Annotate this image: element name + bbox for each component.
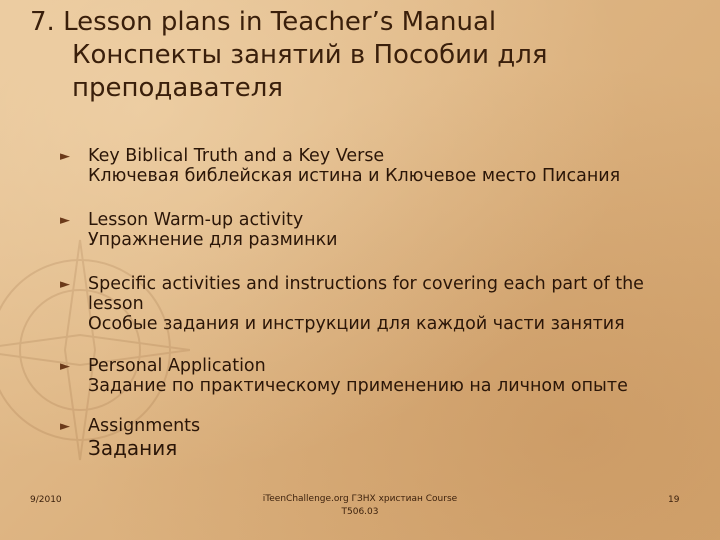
footer-source-line-1: iTeenChallenge.org ГЗНХ христиан Course (262, 494, 458, 504)
bullet-text-english-cont: lesson (88, 294, 144, 314)
footer-source-line-2: T506.03 (341, 507, 379, 517)
bullet-text-english: Lesson Warm-up activity (88, 210, 304, 230)
footer-date: 9/2010 (30, 495, 62, 505)
footer-source (240, 493, 480, 519)
bullet-item (60, 356, 700, 396)
arrow-right-icon: ► (60, 149, 70, 164)
bullet-item (60, 274, 700, 334)
bullet-item (60, 210, 700, 250)
title-line-russian-1: Конспекты занятий в Пособии для (72, 40, 548, 70)
bullet-text-russian: Упражнение для разминки (88, 230, 338, 250)
bullet-text-russian: Ключевая библейская истина и Ключевое место Писания (88, 166, 621, 186)
arrow-right-icon: ► (60, 419, 70, 434)
arrow-right-icon: ► (60, 277, 70, 292)
bullet-item (60, 416, 700, 460)
title-line-russian-2: преподавателя (72, 73, 283, 103)
bullet-text-russian: Особые задания и инструкции для каждой части занятия (88, 314, 625, 334)
bullet-text-english: Specific activities and instructions for covering each part of the (88, 274, 644, 294)
bullet-text-english: Personal Application (88, 356, 266, 376)
slide-title (30, 6, 690, 105)
bullet-text-english: Key Biblical Truth and a Key Verse (88, 146, 385, 166)
arrow-right-icon: ► (60, 213, 70, 228)
bullet-text-english: Assignments (88, 416, 201, 436)
bullet-text-russian: Задание по практическому применению на личном опыте (88, 376, 628, 396)
arrow-right-icon: ► (60, 359, 70, 374)
bullet-item (60, 146, 700, 186)
footer-page-number: 19 (668, 495, 680, 505)
title-line-english: 7. Lesson plans in Teacher’s Manual (30, 7, 497, 37)
bullet-text-russian: Задания (88, 436, 178, 460)
bullet-list (60, 146, 700, 460)
